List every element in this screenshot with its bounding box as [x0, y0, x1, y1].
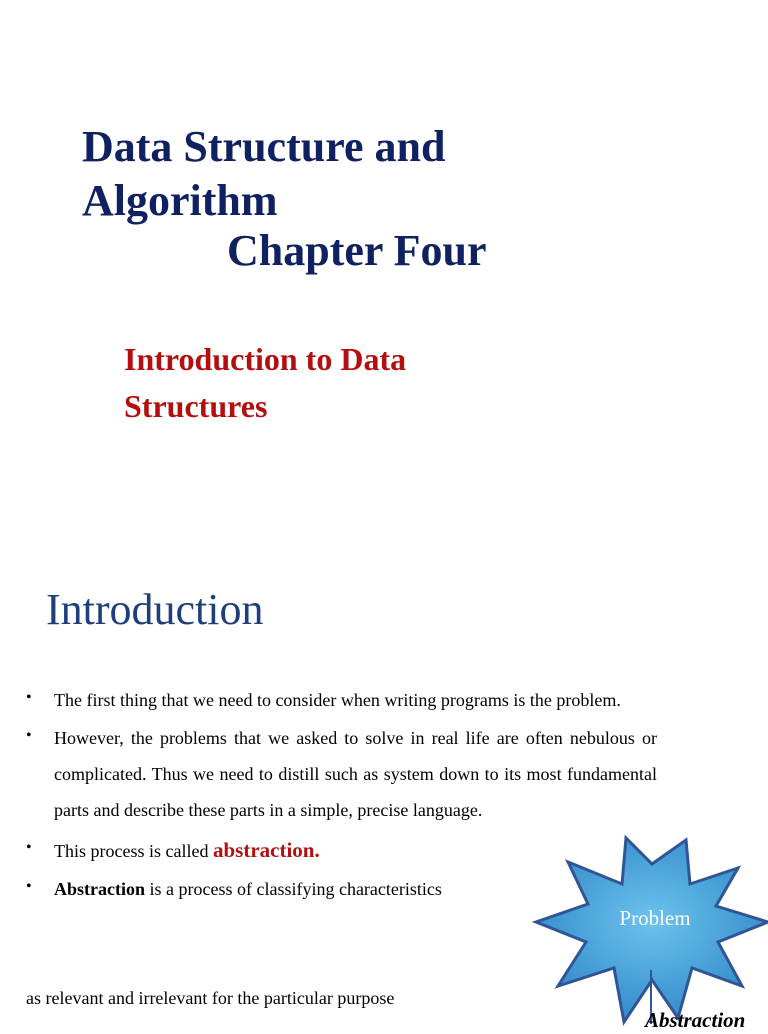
bullet-icon: • — [26, 689, 32, 706]
keyword-abstraction-bold: Abstraction — [54, 879, 145, 899]
continuation-text: as relevant and irrelevant for the particular purpose — [26, 988, 395, 1008]
bullet-text: However, the problems that we asked to solve in real life are often nebulous or complicated. Thus we need to distill such as system down to its most fundamental parts and describe these parts in a simple, precise language. — [54, 728, 657, 820]
connector-label: Abstraction — [645, 1008, 746, 1032]
bullet-item — [0, 720, 657, 828]
bullet-icon: • — [26, 727, 32, 744]
chapter-title: Chapter Four — [227, 226, 487, 275]
bullet-icon: • — [26, 839, 32, 856]
chapter-subtitle: Introduction to Data Structures — [124, 341, 407, 424]
bullet-text: is a process of classifying characteristics — [145, 879, 442, 899]
bullet-icon: • — [26, 878, 32, 895]
bullet-text: This process is called — [54, 841, 213, 861]
bullet-item — [0, 682, 657, 718]
bullet-text: The first thing that we need to consider when writing programs is the problem. — [54, 690, 621, 710]
course-title: Data Structure and Algorithm — [82, 122, 446, 225]
star-label: Problem — [619, 906, 691, 930]
introduction-slide — [0, 560, 768, 1032]
keyword-abstraction: abstraction. — [212, 838, 320, 862]
slide-heading: Introduction — [46, 585, 264, 634]
